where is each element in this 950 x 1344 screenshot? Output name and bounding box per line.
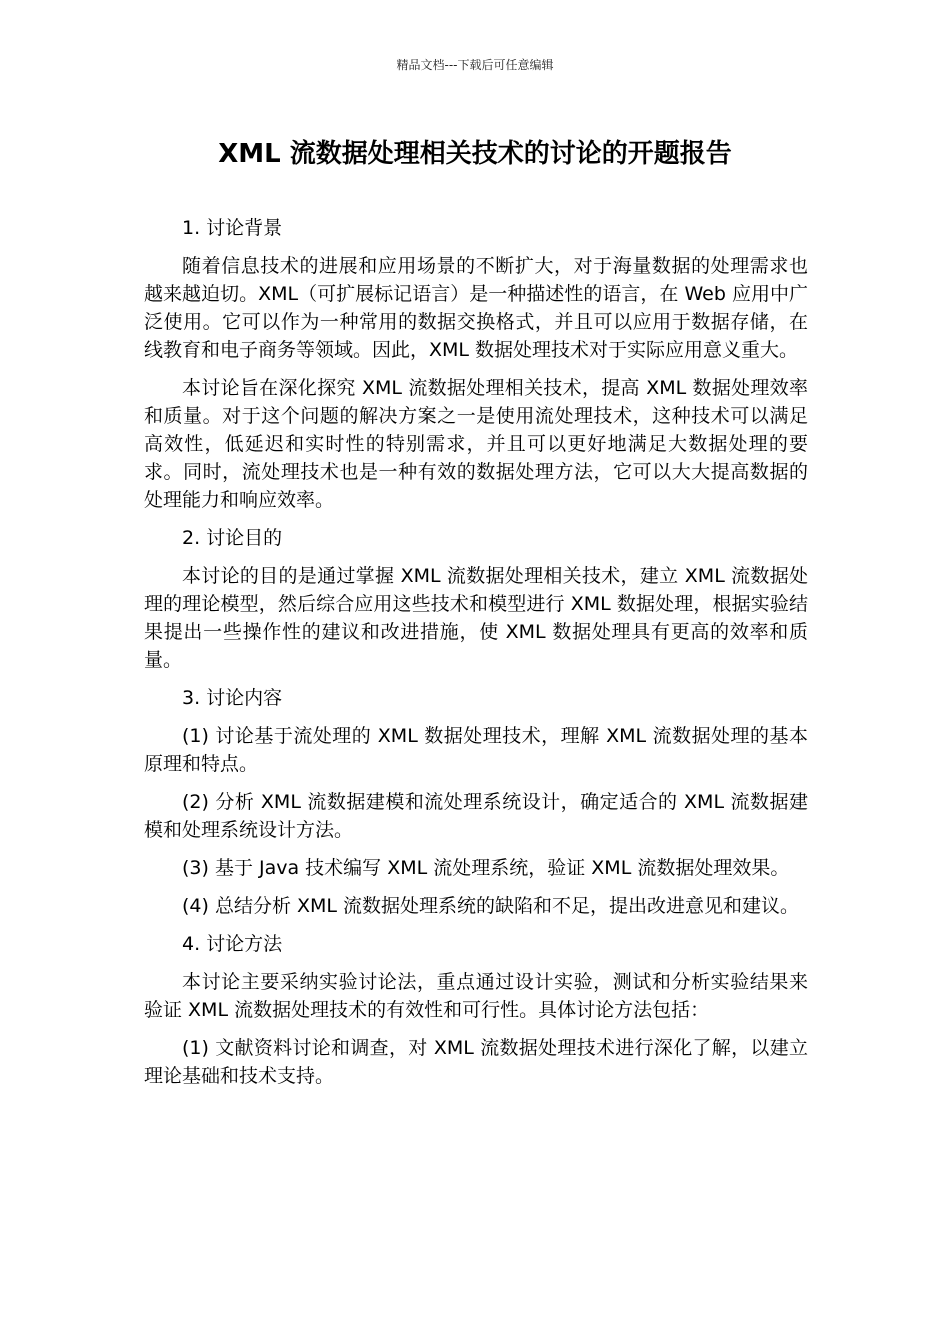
section-heading-method: 4. 讨论方法 bbox=[182, 933, 283, 955]
content-item-3: (3) 基于 Java 技术编写 XML 流处理系统，验证 XML 流数据处理效果。 bbox=[182, 857, 790, 879]
section-heading-content: 3. 讨论内容 bbox=[182, 687, 283, 709]
document-body bbox=[144, 214, 808, 1100]
paragraph-background-1: 随着信息技术的进展和应用场景的不断扩大，对于海量数据的处理需求也越来越迫切。XML（可扩展标记语言）是一种描述性的语言，在 Web 应用中广泛使用。它可以作为一种常用的数据交换格式，并且可以应用于数据存储，在线教育和电子商务等领域。因此，XML 数据处理技术对于实际应用意义重大。 bbox=[144, 255, 808, 361]
paragraph-purpose: 本讨论的目的是通过掌握 XML 流数据处理相关技术，建立 XML 流数据处理的理论模型，然后综合应用这些技术和模型进行 XML 数据处理，根据实验结果提出一些操作性的建议和改进措施，使 XML 数据处理具有更高的效率和质量。 bbox=[144, 565, 808, 671]
section-heading-purpose: 2. 讨论目的 bbox=[182, 527, 283, 549]
section-heading-background: 1. 讨论背景 bbox=[182, 217, 283, 239]
content-item-4: (4) 总结分析 XML 流数据处理系统的缺陷和不足，提出改进意见和建议。 bbox=[182, 895, 800, 917]
method-item-1: (1) 文献资料讨论和调查，对 XML 流数据处理技术进行深化了解，以建立理论基础和技术支持。 bbox=[144, 1037, 808, 1087]
paragraph-background-2: 本讨论旨在深化探究 XML 流数据处理相关技术，提高 XML 数据处理效率和质量。对于这个问题的解决方案之一是使用流处理技术，这种技术可以满足高效性，低延迟和实时性的特别需求，并且可以更好地满足大数据处理的要求。同时，流处理技术也是一种有效的数据处理方法，它可以大大提高数据的处理能力和响应效率。 bbox=[144, 377, 808, 511]
content-item-1: (1) 讨论基于流处理的 XML 数据处理技术，理解 XML 流数据处理的基本原理和特点。 bbox=[144, 725, 808, 775]
document-title: XML 流数据处理相关技术的讨论的开题报告 bbox=[218, 139, 732, 169]
paragraph-method: 本讨论主要采纳实验讨论法，重点通过设计实验，测试和分析实验结果来验证 XML 流数据处理技术的有效性和可行性。具体讨论方法包括： bbox=[144, 971, 808, 1021]
content-item-2: (2) 分析 XML 流数据建模和流处理系统设计，确定适合的 XML 流数据建模和处理系统设计方法。 bbox=[144, 791, 808, 841]
header-note: 精品文档---下载后可任意编辑 bbox=[396, 58, 554, 72]
